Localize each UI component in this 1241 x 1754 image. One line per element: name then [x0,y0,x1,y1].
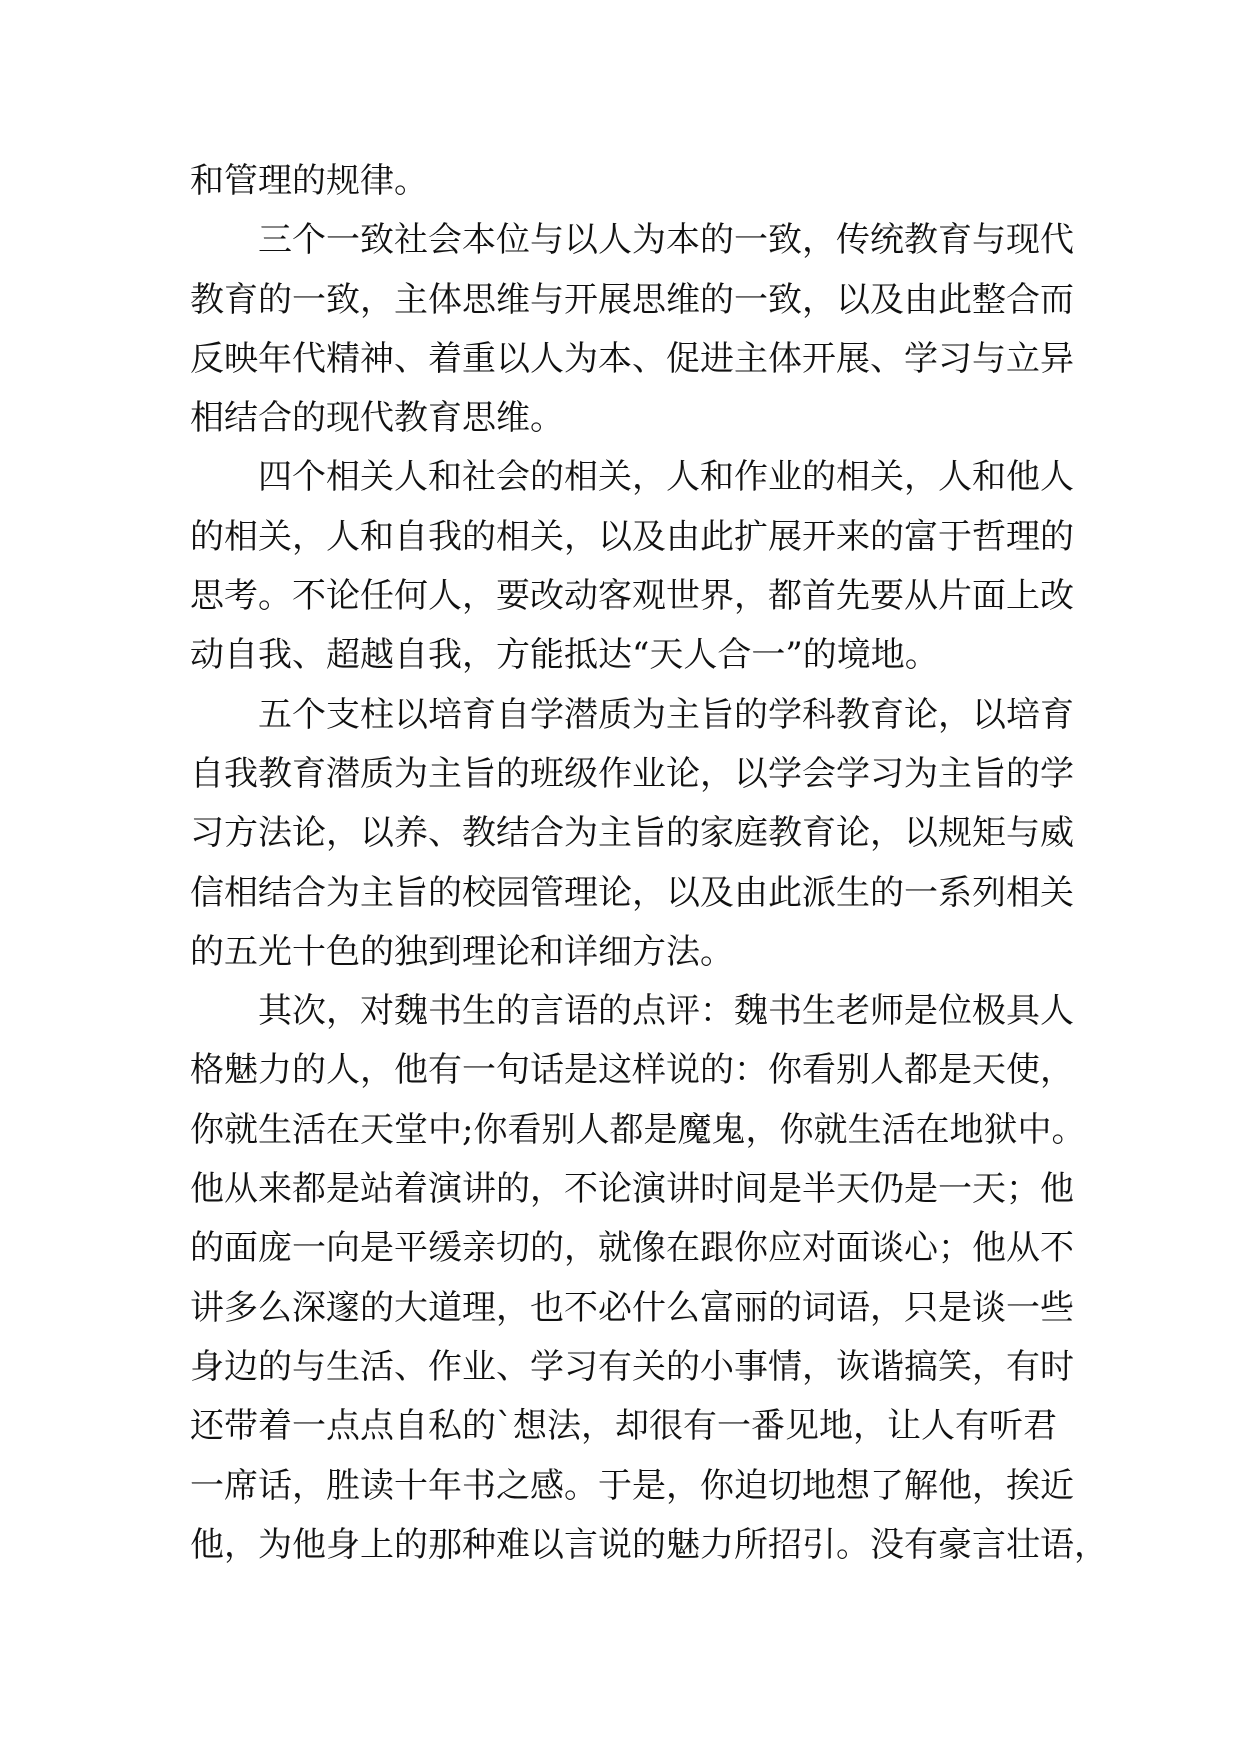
text-line: 的五光十色的独到理论和详细方法。 [190,931,734,972]
document-body [190,152,1108,1575]
text-line: 的面庞一向是平缓亲切的，就像在跟你应对面谈心；他从不 [190,1228,1074,1269]
paragraph-first-line: 其次，对魏书生的言语的点评：魏书生老师是位极具人 [258,991,1074,1032]
text-line: 相结合的现代教育思维。 [190,398,564,439]
text-line: 信相结合为主旨的校园管理论，以及由此派生的一系列相关 [190,872,1074,913]
text-line: 和管理的规律。 [190,161,428,201]
text-line: 思考。不论任何人，要改动客观世界，都首先要从片面上改 [190,576,1074,617]
text-line: 他，为他身上的那种难以言说的魅力所招引。没有豪言壮语， [190,1524,1108,1565]
text-line: 你就生活在天堂中;你看别人都是魔鬼，你就生活在地狱中。 [190,1109,1086,1150]
text-line: 还带着一点点自私的`想法，却很有一番见地，让人有听君 [190,1406,1057,1447]
text-line: 讲多么深邃的大道理，也不必什么富丽的词语，只是谈一些 [190,1287,1074,1328]
text-line: 格魅力的人，他有一句话是这样说的：你看别人都是天使， [190,1050,1074,1091]
text-line: 动自我、超越自我，方能抵达“天人合一”的境地。 [190,635,939,676]
text-line: 自我教育潜质为主旨的班级作业论，以学会学习为主旨的学 [190,753,1074,794]
text-line: 他从来都是站着演讲的，不论演讲时间是半天仍是一天；他 [190,1169,1074,1210]
text-line: 一席话，胜读十年书之感。于是，你迫切地想了解他，挨近 [190,1465,1074,1506]
paragraph-first-line: 五个支柱以培育自学潜质为主旨的学科教育论，以培育 [258,694,1074,735]
paragraph-first-line: 四个相关人和社会的相关，人和作业的相关，人和他人 [258,457,1074,498]
text-line: 反映年代精神、着重以人为本、促进主体开展、学习与立异 [190,338,1074,379]
text-line: 习方法论，以养、教结合为主旨的家庭教育论，以规矩与威 [190,813,1074,854]
text-line: 的相关，人和自我的相关，以及由此扩展开来的富于哲理的 [190,516,1074,557]
text-line: 身边的与生活、作业、学习有关的小事情，诙谐搞笑，有时 [190,1346,1074,1387]
paragraph-first-line: 三个一致社会本位与以人为本的一致，传统教育与现代 [258,220,1074,261]
text-line: 教育的一致，主体思维与开展思维的一致，以及由此整合而 [190,279,1074,320]
